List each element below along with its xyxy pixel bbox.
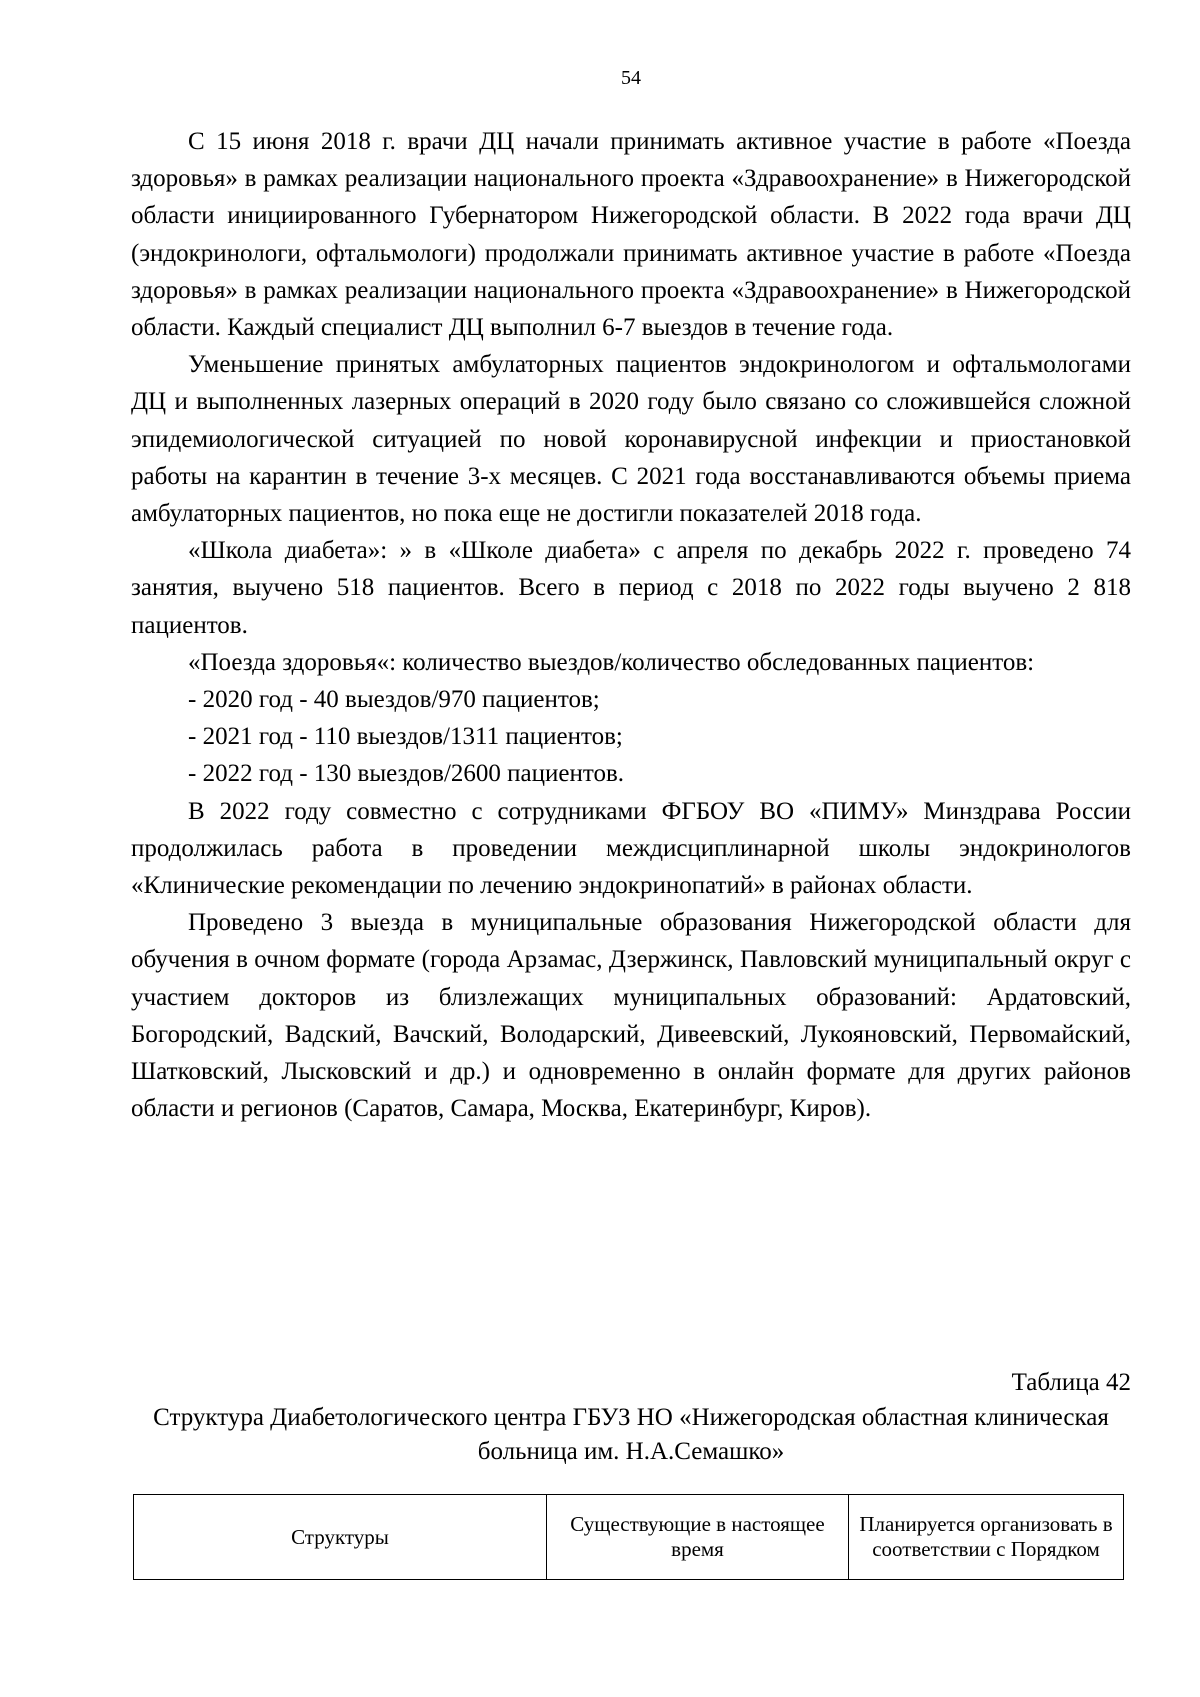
header-cell-structures: Структуры [134, 1495, 547, 1580]
header-cell-existing: Существующие в настоящее время [547, 1495, 849, 1580]
table-title: Структура Диабетологического центра ГБУЗ НО «Нижегородская областная клиническая больница им. Н.А.Семашко» [153, 1404, 1109, 1465]
list-item-2021: - 2021 год - 110 выездов/1311 пациентов; [188, 723, 623, 751]
document-body [131, 123, 1131, 1127]
paragraph-health-train-participation: С 15 июня 2018 г. врачи ДЦ начали принимать активное участие в работе «Поезда здоровья» в рамках реализации национального проекта «Здравоохранение» в Нижегородской области инициированного Губернатором Нижегородской области. В 2022 года врачи ДЦ (эндокринологи, офтальмологи) продолжали принимать активное участие в работе «Поезда здоровья» в рамках реализации национального проекта «Здравоохранение» в Нижегородской области. Каждый специалист ДЦ выполнил 6-7 выездов в течение года. [131, 128, 1131, 342]
header-cell-planned: Планируется организовать в соответствии с Порядком [849, 1495, 1124, 1580]
paragraph-endocrinology-school: В 2022 году совместно с сотрудниками ФГБОУ ВО «ПИМУ» Минздрава России продолжилась работа в проведении междисциплинарной школы эндокринологов «Клинические рекомендации по лечению эндокринопатий» в районах области. [131, 797, 1131, 900]
paragraph-diabetes-school: «Школа диабета»: » в «Школе диабета» с апреля по декабрь 2022 г. проведено 74 занятия, выучено 518 пациентов. Всего в период с 2018 по 2022 годы выучено 2 818 пациентов. [131, 537, 1131, 639]
paragraph-health-train-stats-intro: «Поезда здоровья«: количество выездов/количество обследованных пациентов: [188, 648, 1035, 676]
list-item-2022: - 2022 год - 130 выездов/2600 пациентов. [188, 760, 625, 788]
list-item-2020: - 2020 год - 40 выездов/970 пациентов; [188, 686, 600, 714]
page-number: 54 [621, 67, 641, 89]
paragraph-municipal-trips: Проведено 3 выезда в муниципальные образования Нижегородской области для обучения в очном формате (города Арзамас, Дзержинск, Павловский муниципальный округ с участием докторов из близлежащих муниципальных образований: Ардатовский, Богородский, Вадский, Вачский, Володарский, Дивеевский, Лукояновский, Первомайский, Шатковский, Лысковский и др.) и одновременно в онлайн формате для других районов области и регионов (Саратов, Самара, Москва, Екатеринбург, Киров). [131, 909, 1131, 1123]
structure-table [133, 1494, 1124, 1580]
table-header-row [134, 1495, 1124, 1580]
table-label: Таблица 42 [1011, 1369, 1131, 1396]
paragraph-patient-decrease: Уменьшение принятых амбулаторных пациентов эндокринологом и офтальмологами ДЦ и выполненных лазерных операций в 2020 году было связано со сложившейся сложной эпидемиологической ситуацией по новой коронавирусной инфекции и приостановкой работы на карантин в течение 3-х месяцев. С 2021 года восстанавливаются объемы приема амбулаторных пациентов, но пока еще не достигли показателей 2018 года. [131, 351, 1131, 528]
